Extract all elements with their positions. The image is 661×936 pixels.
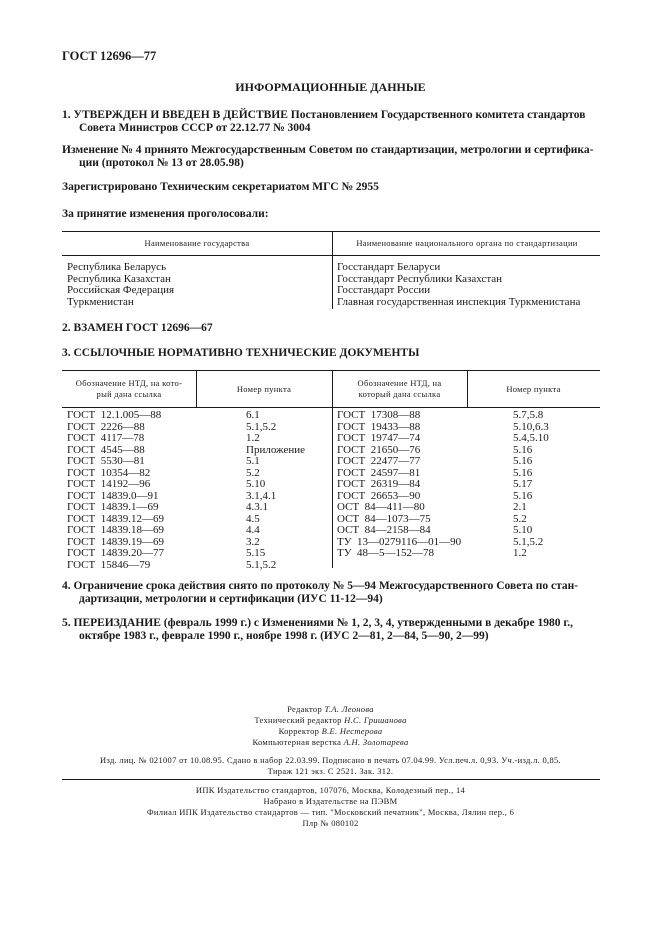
vote-table-header-state: Наименование государства (144, 238, 250, 248)
vote-table-body-cell: Госстандарт Республики Казахстан (337, 272, 503, 285)
ref-left-clause-cell: 1.2 (246, 432, 260, 444)
change-line-1: Изменение № 4 принято Межгосударственным Советом по стандартизации, метрологии и сертифика- (62, 144, 594, 156)
credit-line (0, 704, 661, 715)
ref-left-doc-cell: ГОСТ 14839.0—91 (67, 489, 159, 502)
item-1-approved (62, 109, 602, 135)
vote-table-header-body: Наименование национального органа по стандартизации (356, 238, 578, 248)
item-5-reissue (62, 617, 602, 643)
ref-right-doc-cell: ГОСТ 24597—81 (337, 466, 421, 479)
ref-right-clause-cell: 5.16 (513, 466, 533, 479)
vote-table-top-rule (62, 231, 600, 232)
ref-left-doc-cell: ГОСТ 10354—82 (67, 466, 151, 479)
ref-left-doc-cell: ГОСТ 4545—88 (67, 443, 145, 456)
ref-right-doc-cell: ГОСТ 19433—88 (337, 420, 421, 433)
ref-right-clause-cell: 5.2 (513, 512, 527, 525)
ref-left-doc-cell: ГОСТ 12.1.005—88 (67, 409, 162, 421)
ref-header-right-clause: Номер пункта (506, 384, 561, 394)
registration-note: Зарегистрировано Техническим секретариатом МГС № 2955 (62, 181, 379, 193)
item-2-replaces: 2. ВЗАМЕН ГОСТ 12696—67 (62, 322, 213, 334)
ref-header-right-doc-line-2: который дана ссылка (358, 389, 441, 399)
ref-right-clause-cell: 1.2 (513, 547, 527, 559)
ref-left-clause-cell: 5.1,5.2 (246, 420, 277, 433)
ref-right-doc-cell: ГОСТ 26319—84 (337, 478, 421, 490)
ref-left-doc-cell: ГОСТ 14192—96 (67, 478, 151, 490)
ref-header-left-doc (62, 378, 196, 400)
ref-right-clause-cell: 5.16 (513, 443, 533, 456)
credit-role: Компьютерная верстка (252, 737, 344, 747)
ref-right-clause-cell: 2.1 (513, 501, 527, 513)
vote-table-body-cell: Главная государственная инспекция Туркменистана (337, 295, 581, 308)
ref-left-clause-cell: 4.5 (246, 512, 260, 525)
ref-right-clause-cell: 5.16 (513, 489, 533, 502)
ref-right-doc-cell: ОСТ 84—1073—75 (337, 512, 431, 525)
ref-left-doc-cell: ГОСТ 14839.18—69 (67, 524, 164, 536)
publisher-line: Плр № 080102 (302, 818, 359, 828)
vote-table-body-cell: Госстандарт Беларуси (337, 261, 441, 273)
publisher-line: Набрано в Издательстве на ПЭВМ (263, 796, 398, 806)
ref-right-doc-cell: ГОСТ 21650—76 (337, 443, 421, 456)
credit-line (0, 737, 661, 748)
ref-header-right-doc-line-1: Обозначение НТД, на (357, 378, 442, 388)
ref-left-clause-cell: 3.1,4.1 (246, 489, 277, 502)
item-4-line-2: дартизации, метрологии и сертификации (ИУС 11-12—94) (79, 593, 383, 605)
imprint-line-2: Тираж 121 экз. С 2521. Зак. 312. (267, 766, 394, 776)
publisher-line: Филиал ИПК Издательство стандартов — тип. "Московский печатник", Москва, Лялин пер., 6 (146, 807, 515, 817)
item-1-line-2: Совета Министров СССР от 22.12.77 № 3004 (79, 122, 311, 134)
ref-right-doc-cell: ОСТ 84—411—80 (337, 501, 425, 513)
ref-left-clause-cell: 4.4 (246, 524, 260, 536)
ref-left-clause-cell: 3.2 (246, 535, 260, 548)
ref-left-doc-cell: ГОСТ 15846—79 (67, 558, 151, 571)
ref-header-right-doc (332, 378, 467, 400)
ref-left-clause-cell: 5.1 (246, 455, 260, 467)
ref-left-clause-cell: 5.15 (246, 547, 266, 559)
item-4-validity (62, 580, 602, 606)
ref-left-clause-cell: 5.1,5.2 (246, 558, 277, 571)
vote-table-divider (332, 231, 333, 309)
item-4-line-1: 4. Ограничение срока действия снято по протоколу № 5—94 Межгосударственного Совета по стан- (62, 580, 579, 592)
credit-name: Т.А. Леонова (324, 704, 374, 714)
page-title: ИНФОРМАЦИОННЫЕ ДАННЫЕ (235, 80, 426, 94)
document-code: ГОСТ 12696—77 (62, 49, 157, 63)
ref-header-left-doc-line-1: Обозначение НТД, на кото- (75, 378, 183, 388)
ref-right-clause-cell: 5.1,5.2 (513, 535, 544, 548)
ref-left-clause-cell: Приложение (246, 443, 306, 456)
ref-left-doc-cell: ГОСТ 14839.19—69 (67, 535, 164, 548)
voted-heading: За принятие изменения проголосовали: (62, 208, 269, 220)
ref-right-doc-cell: ГОСТ 19747—74 (337, 432, 421, 444)
ref-right-clause-cell: 5.10 (513, 524, 533, 536)
ref-table-header-rule (62, 407, 600, 408)
ref-right-doc-cell: ТУ 13—0279116—01—90 (337, 535, 462, 548)
publisher-line: ИПК Издательство стандартов, 107076, Москва, Колодезный пер., 14 (195, 785, 466, 795)
vote-table-state-cell: Республика Казахстан (67, 272, 171, 285)
credit-role: Редактор (287, 704, 325, 714)
credit-role: Корректор (278, 726, 322, 736)
ref-left-doc-cell: ГОСТ 4117—78 (67, 432, 145, 444)
ref-left-clause-cell: 5.2 (246, 466, 260, 479)
change-line-2: ции (протокол № 13 от 28.05.98) (79, 157, 244, 169)
item-5-line-2: октябре 1983 г., феврале 1990 г., ноябре 1998 г. (ИУС 2—81, 2—84, 5—90, 2—99) (79, 630, 489, 642)
ref-right-doc-cell: ГОСТ 26653—90 (337, 489, 421, 502)
vote-table-header-rule (62, 255, 600, 256)
ref-right-clause-cell: 5.17 (513, 478, 533, 490)
vote-table-body-cell: Госстандарт России (337, 284, 431, 296)
credit-line (0, 726, 661, 737)
ref-right-doc-cell: ОСТ 84—2158—84 (337, 524, 431, 536)
credit-name: Н.С. Гришанова (344, 715, 407, 725)
ref-right-clause-cell: 5.16 (513, 455, 533, 467)
vote-table-state-cell: Республика Беларусь (67, 261, 167, 273)
ref-header-left-doc-line-2: рый дана ссылка (96, 389, 162, 399)
ref-right-doc-cell: ТУ 48—5—152—78 (337, 547, 435, 559)
ref-right-clause-cell: 5.10,6.3 (513, 420, 549, 433)
imprint-line-1: Изд. лиц. № 021007 от 10.08.95. Сдано в набор 22.03.99. Подписано в печать 07.04.99. Усл.печ.л. 0,93. Уч.-изд.л. 0,85. (100, 755, 561, 765)
footer-rule (62, 779, 600, 780)
ref-header-left-clause: Номер пункта (236, 384, 292, 394)
change-note (62, 144, 602, 170)
ref-left-clause-cell: 5.10 (246, 478, 266, 490)
credit-line (0, 715, 661, 726)
ref-left-doc-cell: ГОСТ 14839.20—77 (67, 547, 164, 559)
ref-right-clause-cell: 5.4,5.10 (513, 432, 549, 444)
credit-role: Технический редактор (254, 715, 345, 725)
ref-left-clause-cell: 4.3.1 (246, 501, 268, 513)
ref-table-top-rule (62, 370, 600, 371)
item-3-references-heading: 3. ССЫЛОЧНЫЕ НОРМАТИВНО ТЕХНИЧЕСКИЕ ДОКУМЕНТЫ (62, 347, 420, 359)
credit-name: В.Е. Нестерова (321, 726, 383, 736)
item-5-line-1: 5. ПЕРЕИЗДАНИЕ (февраль 1999 г.) с Изменениями № 1, 2, 3, 4, утвержденными в декабре 1980 г., (62, 617, 574, 629)
ref-left-doc-cell: ГОСТ 5530—81 (67, 455, 145, 467)
credit-name: А.Н. Золотарева (343, 737, 409, 747)
vote-table-state-cell: Туркменистан (67, 295, 134, 308)
ref-left-doc-cell: ГОСТ 14839.1—69 (67, 501, 159, 513)
ref-right-doc-cell: ГОСТ 22477—77 (337, 455, 421, 467)
vote-table-state-cell: Российская Федерация (67, 284, 175, 296)
ref-left-doc-cell: ГОСТ 14839.12—69 (67, 512, 164, 525)
ref-right-doc-cell: ГОСТ 17308—88 (337, 409, 421, 421)
ref-right-clause-cell: 5.7,5.8 (513, 409, 544, 421)
ref-left-clause-cell: 6.1 (246, 409, 260, 421)
item-1-line-1: 1. УТВЕРЖДЕН И ВВЕДЕН В ДЕЙСТВИЕ Постановлением Государственного комитета стандартов (62, 109, 586, 121)
ref-left-doc-cell: ГОСТ 2226—88 (67, 420, 145, 433)
